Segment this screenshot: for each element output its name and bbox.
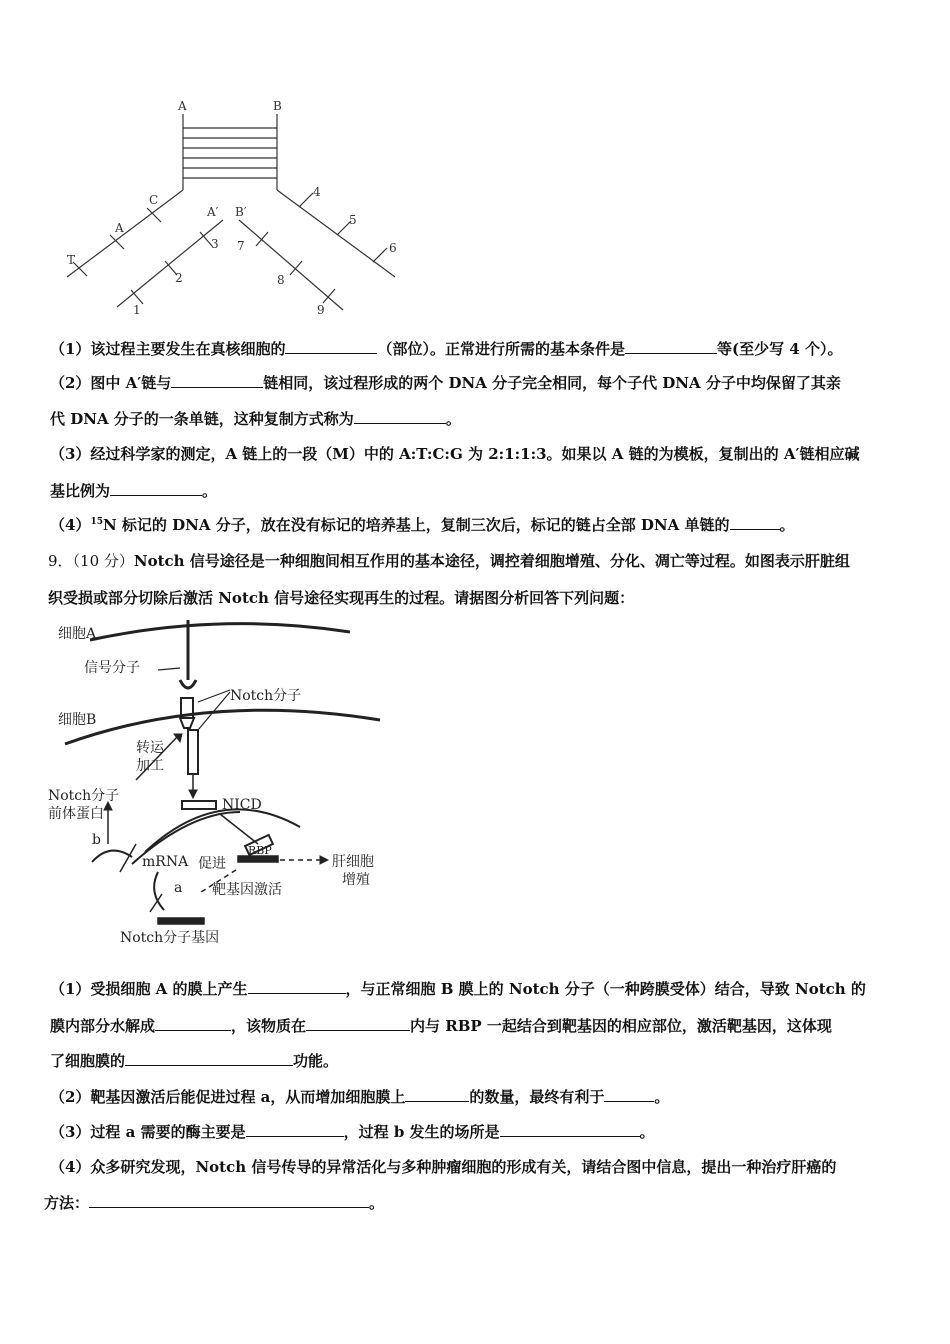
q9-part1b: 膜内部分水解成 ，该物质在 内与 RBP 一起结合到靶基因的相应部位，激活靶基因，这体现 [50,1017,832,1035]
q8-part1: （1）该过程主要发生在真核细胞的 （部位）。正常进行所需的基本条件是 等(至少写 4 个）。 [50,340,843,358]
label-a-prime: A′ [207,205,219,219]
label-b-prime: B′ [235,205,247,219]
q8-blank-strand[interactable] [171,373,263,388]
q9-blank-location[interactable] [500,1122,640,1137]
label-process-a: a [174,880,183,896]
label-precursor-2: 前体蛋白 [48,806,104,822]
q8-part4: $(4)^{15}N$ 标记的 DNA 分子，放在没有标记的培养基上，复制三次后，标记的链占全部 DNA 单链的 。 [50,516,795,534]
label-nicd: NICD [222,797,262,813]
label-promote: 促进 [198,856,226,872]
q9-part4: （4）众多研究发现，Notch 信号传导的异常活化与多种肿瘤细胞的形成有关，请结合图中信息，提出一种治疗肝癌的 [50,1158,837,1176]
base-4: 4 [313,185,321,199]
label-proliferation: 增殖 [342,872,370,888]
label-transport: 转运 [136,740,164,756]
base-9: 9 [317,303,325,317]
q9-blank-molecule-count[interactable] [405,1087,469,1102]
label-target-gene: 靶基因激活 [212,882,282,898]
base-3: 3 [211,237,219,251]
base-7: 7 [237,239,245,253]
q9-part1: （1）受损细胞 A 的膜上产生 ，与正常细胞 B 膜上的 Notch 分子（一种跨膜受体）结合，导致 Notch 的 [50,980,866,998]
label-b: B [273,99,282,113]
q9-blank-benefit[interactable] [604,1087,654,1102]
label-precursor-1: Notch分子 [48,788,120,804]
q9-intro: 9．（10 分）Notch 信号途径是一种细胞间相互作用的基本途径，调控着细胞增殖、分化、凋亡等过程。如图表示肝脏组 [48,552,850,570]
q9-blank-enzyme[interactable] [246,1122,344,1137]
q9-part2: （2）靶基因激活后能促进过程 a，从而增加细胞膜上 的数量，最终有利于 。 [50,1088,670,1106]
base-8: 8 [277,273,285,287]
base-5: 5 [349,213,357,227]
label-rbp: RBP [248,844,272,857]
q9-blank-signal[interactable] [248,979,346,994]
q8-blank-mode[interactable] [354,409,446,424]
q9-intro2: 织受损或部分切除后激活 Notch 信号途径实现再生的过程。请据图分析回答下列问题： [48,589,635,607]
q8-blank-conditions[interactable] [625,339,717,354]
strand-b-prime [239,220,343,310]
label-mrna: mRNA [142,854,189,870]
base-6: 6 [389,241,397,255]
label-a: A [178,99,187,113]
dna-replication-figure [55,92,415,324]
q8-blank-location[interactable] [285,339,377,354]
q8-part2b: 代 DNA 分子的一条单链，这种复制方式称为 。 [50,410,461,428]
strand-a-left [67,190,183,277]
base-2: 2 [175,271,183,285]
q9-blank-function[interactable] [125,1051,293,1066]
q8-part2: （2）图中 A′链与 链相同，该过程形成的两个 DNA 分子完全相同，每个子代 DNA 分子中均保留了其亲 [50,374,841,392]
label-signal-molecule: 信号分子 [84,660,140,676]
q9-part4b: 方法： 。 [44,1194,385,1212]
q8-part3: （3）经过科学家的测定，A 链上的一段（M）中的 A:T:C:G 为 2:1:1:3。如果以 A 链的为模板，复制出的 A′链相应碱 [50,445,860,463]
q9-part3: （3）过程 a 需要的酶主要是 ，过程 b 发生的场所是 。 [50,1123,655,1141]
q9-blank-product[interactable] [155,1016,231,1031]
label-notch-molecule: Notch分子 [230,688,302,704]
label-processing: 加工 [136,758,164,774]
base-c: C [149,193,159,207]
strand-b-right [277,190,395,277]
label-notch-gene: Notch分子基因 [120,930,220,946]
q8-part3b: 基比例为 。 [50,482,218,500]
base-a: A [115,221,124,235]
q9-blank-method[interactable] [89,1193,369,1208]
nicd-shape [182,801,216,809]
notch-pathway-figure [40,612,400,957]
cell-b-membrane [65,710,380,744]
base-t: T [67,253,76,267]
q8-blank-ratio[interactable] [110,481,202,496]
cell-a-membrane [90,624,350,640]
label-process-b: b [92,832,101,848]
q8-blank-proportion[interactable] [730,515,780,530]
base-1: 1 [133,303,141,317]
label-liver-cell: 肝细胞 [332,854,374,870]
label-cell-b: 细胞B [58,712,97,728]
q9-part1c: 了细胞膜的 功能。 [50,1052,339,1070]
strand-a-prime [117,220,223,307]
q9-blank-site[interactable] [306,1016,410,1031]
label-cell-a: 细胞A [58,626,97,642]
